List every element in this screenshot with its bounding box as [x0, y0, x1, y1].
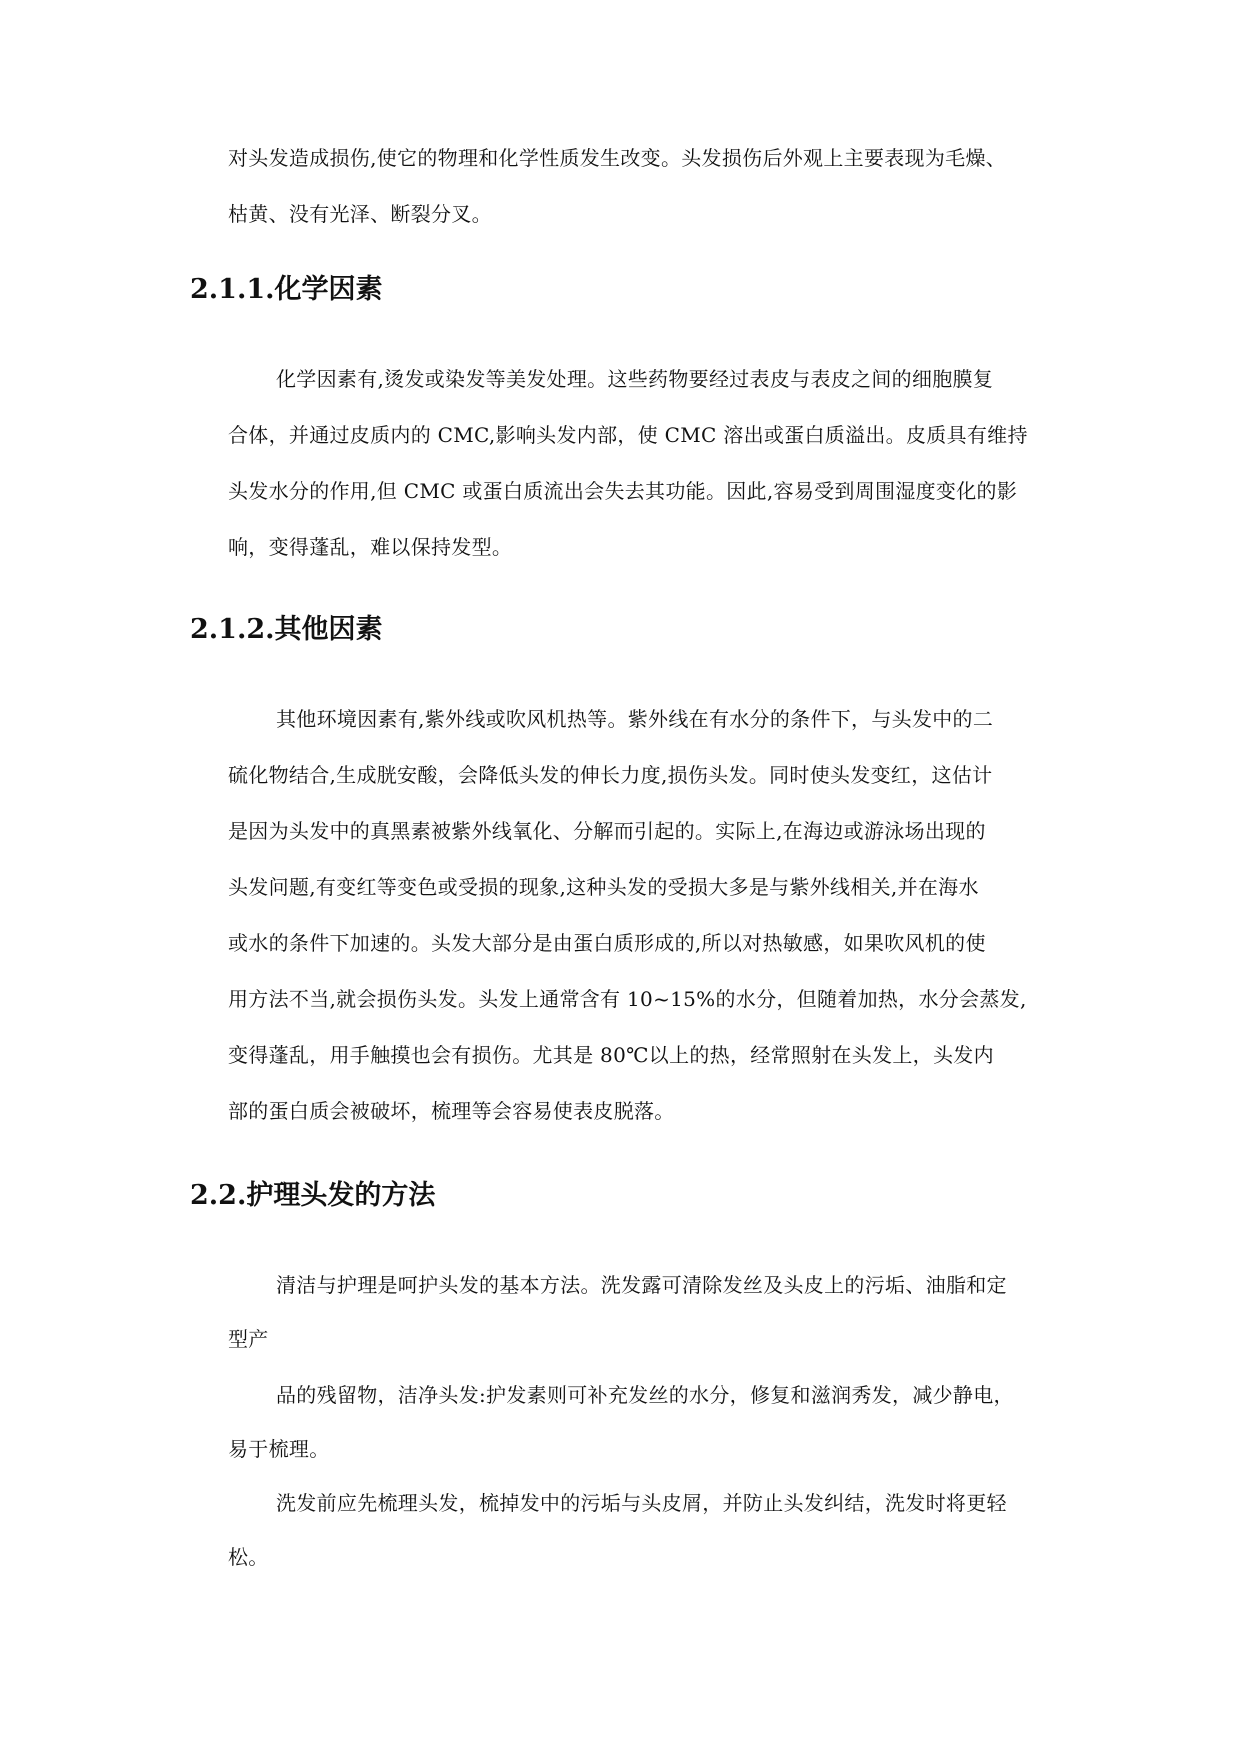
care-line-1: 清洁与护理是呵护头发的基本方法。洗发露可清除发丝及头皮上的污垢、油脂和定: [276, 1273, 1007, 1297]
care-line-6: 松。: [228, 1545, 269, 1569]
chemical-line-4: 响，变得蓬乱，难以保持发型。: [228, 535, 513, 559]
chemical-line-2: 合体，并通过皮质内的 CMC,影响头发内部，使 CMC 溶出或蛋白质溢出。皮质具有维持: [228, 423, 1028, 447]
other-line-6: 用方法不当,就会损伤头发。头发上通常含有 10~15%的水分，但随着加热，水分会蒸发,: [228, 987, 1027, 1011]
care-line-2: 型产: [228, 1327, 269, 1351]
heading-chemical-factors: 2.1.1.化学因素: [190, 274, 383, 305]
other-line-4: 头发问题,有变红等变色或受损的现象,这种头发的受损大多是与紫外线相关,并在海水: [228, 875, 979, 899]
other-line-7: 变得蓬乱，用手触摸也会有损伤。尤其是 80℃以上的热，经常照射在头发上，头发内: [228, 1043, 994, 1067]
care-line-3: 品的残留物，洁净头发:护发素则可补充发丝的水分，修复和滋润秀发，减少静电，: [276, 1383, 1014, 1407]
other-line-5: 或水的条件下加速的。头发大部分是由蛋白质形成的,所以对热敏感，如果吹风机的使: [228, 931, 986, 955]
other-line-2: 硫化物结合,生成胱安酸，会降低头发的伸长力度,损伤头发。同时使头发变红，这估计: [228, 763, 993, 787]
care-line-4: 易于梳理。: [228, 1437, 330, 1461]
other-line-3: 是因为头发中的真黑素被紫外线氧化、分解而引起的。实际上,在海边或游泳场出现的: [228, 819, 986, 843]
chemical-line-3: 头发水分的作用,但 CMC 或蛋白质流出会失去其功能。因此,容易受到周围湿度变化的影: [228, 479, 1018, 503]
care-line-5: 洗发前应先梳理头发，梳掉发中的污垢与头皮屑，并防止头发纠结，洗发时将更轻: [276, 1491, 1007, 1515]
other-line-8: 部的蛋白质会被破坏，梳理等会容易使表皮脱落。: [228, 1099, 675, 1123]
intro-line-1: 对头发造成损伤,使它的物理和化学性质发生改变。头发损伤后外观上主要表现为毛燥、: [228, 146, 1007, 170]
heading-other-factors: 2.1.2.其他因素: [190, 614, 383, 645]
heading-hair-care-methods: 2.2.护理头发的方法: [190, 1180, 436, 1211]
other-line-1: 其他环境因素有,紫外线或吹风机热等。紫外线在有水分的条件下，与头发中的二: [276, 707, 994, 731]
chemical-line-1: 化学因素有,烫发或染发等美发处理。这些药物要经过表皮与表皮之间的细胞膜复: [276, 367, 994, 391]
intro-line-2: 枯黄、没有光泽、断裂分叉。: [228, 202, 492, 226]
